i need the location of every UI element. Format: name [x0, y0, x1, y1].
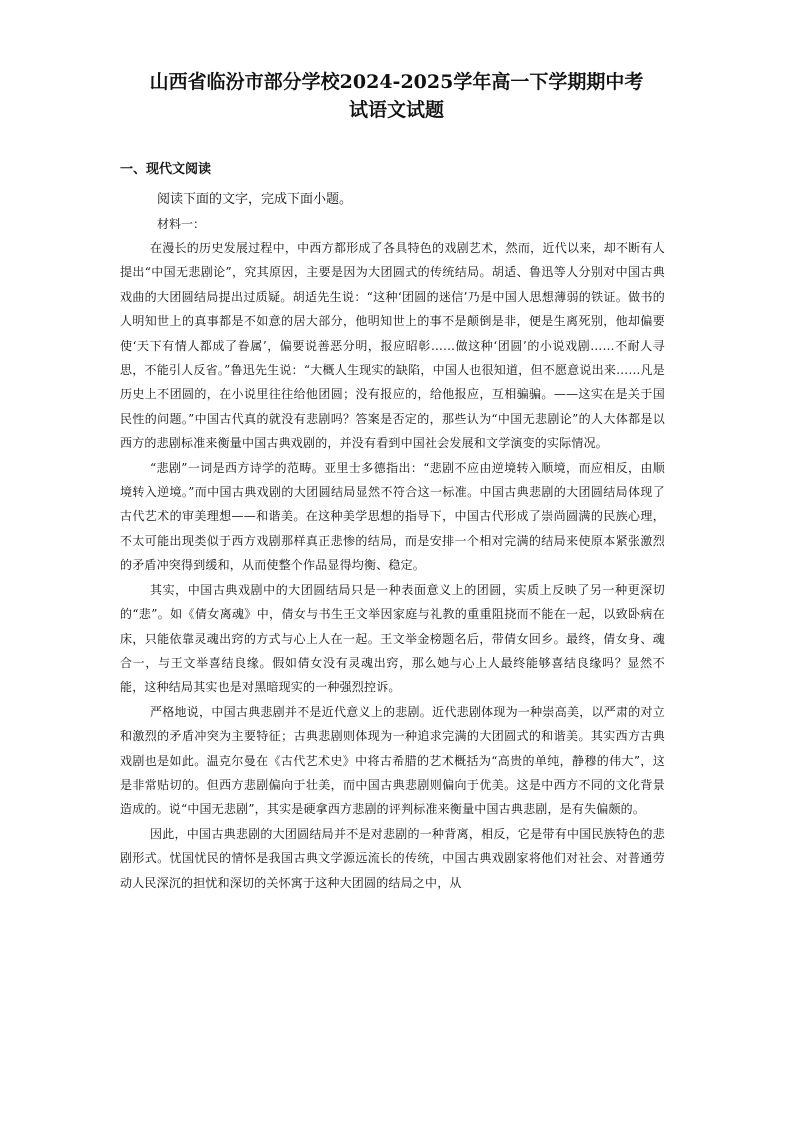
passage-paragraph-1: 在漫长的历史发展过程中，中西方都形成了各具特色的戏剧艺术，然而，近代以来，却不断有人提出“中国无悲剧论”，究其原因，主要是因为大团圆式的传统结局。胡适、鲁迅等人分别对中国古典戏曲的大团圆结局提出过质疑。胡适先生说：“这种‘团圆的迷信’乃是中国人思想薄弱的铁证。做书的人明知世上的真事都是不如意的居大部分，他明知世上的事不是颠倒是非，便是生离死别，他却偏要使‘天下有情人都成了眷属’，偏要说善恶分明，报应昭彰……做这种‘团圆’的小说戏剧……不耐人寻思，不能引人反省。”鲁迅先生说：“大概人生现实的缺陷，中国人也很知道，但不愿意说出来……凡是历史上不团圆的，在小说里往往给他团圆；没有报应的，给他报应，互相骗骗。——这实在是关于国民性的问题。”中国古代真的就没有悲剧吗？答案是否定的，那些认为“中国无悲剧论”的人大体都是以西方的悲剧标准来衡量中国古典戏剧的，并没有看到中国社会发展和文学演变的实际情况。 — [120, 241, 665, 451]
passage-paragraph-4: 严格地说，中国古典悲剧并不是近代意义上的悲剧。近代悲剧体现为一种崇高美，以严肃的对立和激烈的矛盾冲突为主要特征；古典悲剧则体现为一种追求完满的大团圆式的和谐美。其实西方古典戏剧也是如此。温克尔曼在《古代艺术史》中将古希腊的艺术概括为“高贵的单纯，静穆的伟大”，这是非常贴切的。但西方悲剧偏向于壮美，而中国古典悲剧则偏向于优美。这是中西方不同的文化背景造成的。说“中国无悲剧”，其实是硬拿西方悲剧的评判标准来衡量中国古典悲剧，是有失偏颇的。 — [120, 704, 665, 817]
material-label: 材料一： — [157, 217, 206, 231]
passage-body — [120, 236, 665, 895]
passage-paragraph-2: “悲剧”一词是西方诗学的范畴。亚里士多德指出：“悲剧不应由逆境转入顺境，而应相反，由顺境转入逆境。”而中国古典戏剧的大团圆结局显然不符合这一标准。中国古典悲剧的大团圆结局体现了古代艺术的审美理想——和谐美。在这种美学思想的指导下，中国古代形成了崇尚圆满的民族心理，不太可能出现类似于西方戏剧那样真正悲惨的结局，而是安排一个相对完满的结局来使原本紧张激烈的矛盾冲突得到缓和，从而使整个作品显得均衡、稳定。 — [120, 460, 665, 573]
passage-paragraph-3: 其实，中国古典戏剧中的大团圆结局只是一种表面意义上的团圆，实质上反映了另一种更深切的“悲”。如《倩女离魂》中，倩女与书生王文举因家庭与礼教的重重阻挠而不能在一起，以致卧病在床，只能依靠灵魂出窍的方式与心上人在一起。王文举金榜题名后，带倩女回乡。最终，倩女身、魂合一，与王文举喜结良缘。假如倩女没有灵魂出窍，那么她与心上人最终能够喜结良缘吗？显然不能，这种结局其实也是对黑暗现实的一种强烈控诉。 — [120, 582, 665, 695]
section-heading: 一、现代文阅读 — [120, 162, 212, 177]
passage-paragraph-5: 因此，中国古典悲剧的大团圆结局并不是对悲剧的一种背离，相反，它是带有中国民族特色的悲剧形式。忧国忧民的情怀是我国古典文学源远流长的传统，中国古典戏剧家将他们对社会、对普通劳动人民深沉的担忧和深切的关怀寓于这种大团圆的结局之中，从 — [120, 826, 665, 890]
document-title-line-1: 山西省临汾市部分学校2024-2025学年高一下学期期中考 — [149, 71, 644, 93]
reading-instruction: 阅读下面的文字，完成下面小题。 — [157, 192, 353, 207]
document-title-line-2: 试语文试题 — [348, 99, 444, 121]
